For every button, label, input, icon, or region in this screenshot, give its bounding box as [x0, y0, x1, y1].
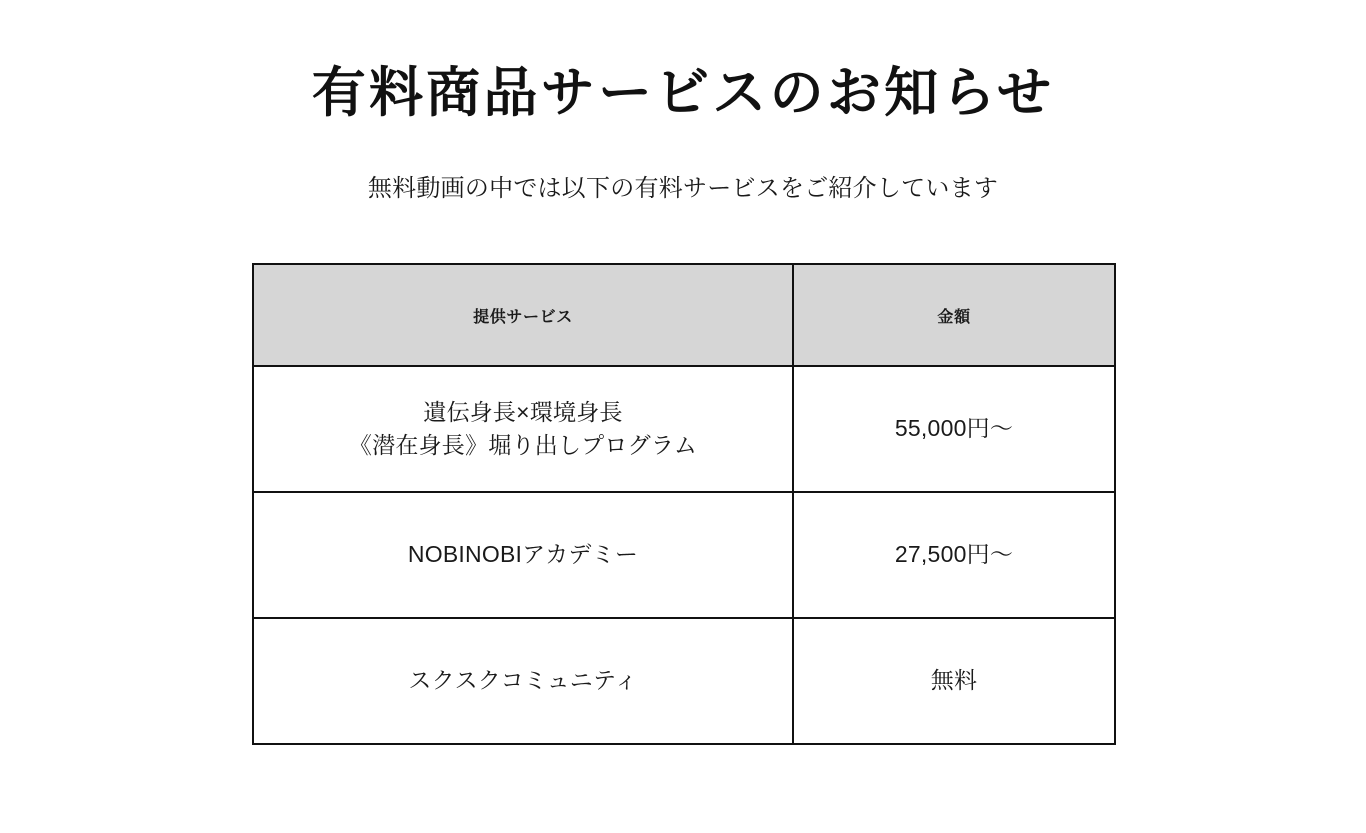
- page-subtitle: 無料動画の中では以下の有料サービスをご紹介しています: [367, 175, 999, 203]
- service-name-line-1: 遺伝身長×環境身長: [423, 398, 623, 425]
- column-header-service: 提供サービス: [253, 264, 793, 366]
- services-table: [252, 263, 1116, 745]
- table-body: [253, 366, 1115, 744]
- table-row: [253, 366, 1115, 492]
- cell-price: 55,000円〜: [793, 366, 1115, 492]
- service-name-line-2: 《潜在身長》堀り出しプログラム: [348, 432, 698, 458]
- cell-service: [253, 492, 793, 618]
- services-table-container: [252, 263, 1114, 745]
- table-row: [253, 492, 1115, 618]
- service-name-line-1: スクスクコミュニティ: [408, 667, 638, 694]
- page-title: 有料商品サービスのお知らせ: [311, 63, 1055, 123]
- service-name-line-1: NOBINOBIアカデミー: [407, 541, 639, 568]
- cell-price: 無料: [793, 618, 1115, 744]
- cell-service: [253, 618, 793, 744]
- column-header-price: 金額: [793, 264, 1115, 366]
- cell-price: 27,500円〜: [793, 492, 1115, 618]
- table-header-row: [253, 264, 1115, 366]
- cell-service: [253, 366, 793, 492]
- table-row: [253, 618, 1115, 744]
- table-header: [253, 264, 1115, 366]
